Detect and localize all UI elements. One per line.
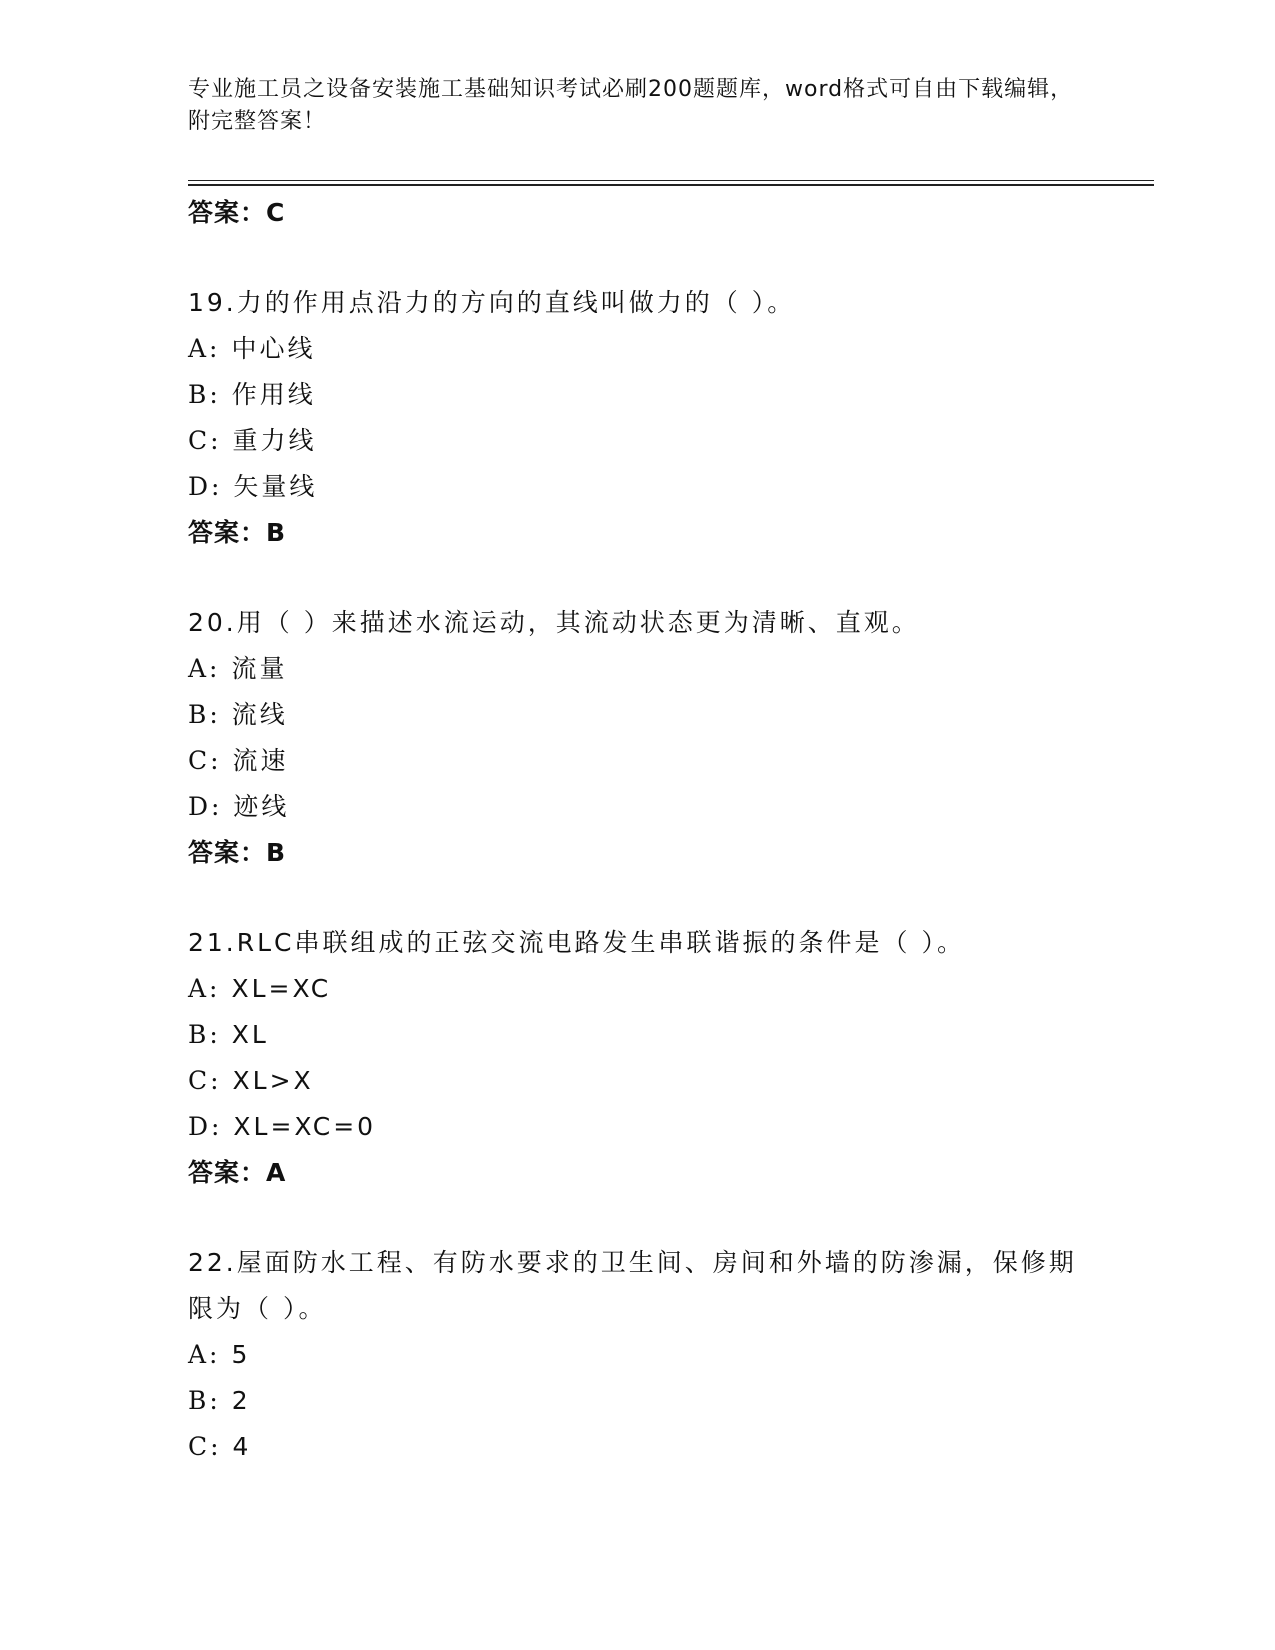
option-label: C: [188,1066,222,1095]
option-text: 4 [232,1432,252,1461]
option-text: 矢量线 [233,472,318,501]
option-label: A: [188,1340,221,1369]
option-b [188,1012,1088,1058]
option-label: B: [188,1386,221,1415]
option-label: B: [188,700,221,729]
header-divider-thin [188,180,1154,181]
option-text: 作用线 [231,380,316,409]
option-b [188,372,1088,418]
question-stem: 19.力的作用点沿力的方向的直线叫做力的（ ）。 [188,288,796,317]
question-20 [188,600,1088,876]
option-text: XL [231,1020,269,1049]
option-text: 重力线 [232,426,317,455]
option-c [188,418,1088,464]
option-text: 迹线 [233,792,290,821]
option-label: C: [188,746,222,775]
option-text: XL=XC=0 [233,1112,377,1141]
option-label: A: [188,974,221,1003]
option-d [188,464,1088,510]
option-a [188,326,1088,372]
option-c [188,738,1088,784]
option-label: B: [188,1020,221,1049]
answer: 答案：B [188,838,287,867]
question-stem: 21.RLC串联组成的正弦交流电路发生串联谐振的条件是（ ）。 [188,928,965,957]
question-22 [188,1240,1088,1470]
answer: 答案：B [188,518,287,547]
option-b [188,692,1088,738]
document-body [188,190,1088,1470]
question-19 [188,280,1088,556]
option-label: B: [188,380,221,409]
option-label: A: [188,654,221,683]
option-label: D: [188,1112,223,1141]
option-a [188,1332,1088,1378]
option-text: 流速 [232,746,289,775]
option-d [188,1104,1088,1150]
option-label: A: [188,334,221,363]
answer: 答案：A [188,1158,287,1187]
question-stem: 22.屋面防水工程、有防水要求的卫生间、房间和外墙的防渗漏，保修期限为（ ）。 [188,1248,1077,1323]
option-text: 中心线 [231,334,316,363]
header-divider-thick [188,184,1154,186]
option-a [188,646,1088,692]
option-c [188,1058,1088,1104]
option-label: D: [188,792,223,821]
previous-answer: 答案：C [188,198,286,227]
option-text: 流线 [231,700,288,729]
option-text: 2 [231,1386,251,1415]
option-label: C: [188,426,222,455]
option-b [188,1378,1088,1424]
option-text: 5 [231,1340,251,1369]
option-text: XL=XC [231,974,332,1003]
document-header: 专业施工员之设备安装施工基础知识考试必刷200题题库，word格式可自由下载编辑，附完整答案！ [188,77,1074,134]
option-label: C: [188,1432,222,1461]
question-stem: 20.用（ ）来描述水流运动，其流动状态更为清晰、直观。 [188,608,920,637]
option-a [188,966,1088,1012]
question-21 [188,920,1088,1196]
option-text: 流量 [231,654,288,683]
option-c [188,1424,1088,1470]
option-label: D: [188,472,223,501]
option-d [188,784,1088,830]
option-text: XL>X [232,1066,314,1095]
